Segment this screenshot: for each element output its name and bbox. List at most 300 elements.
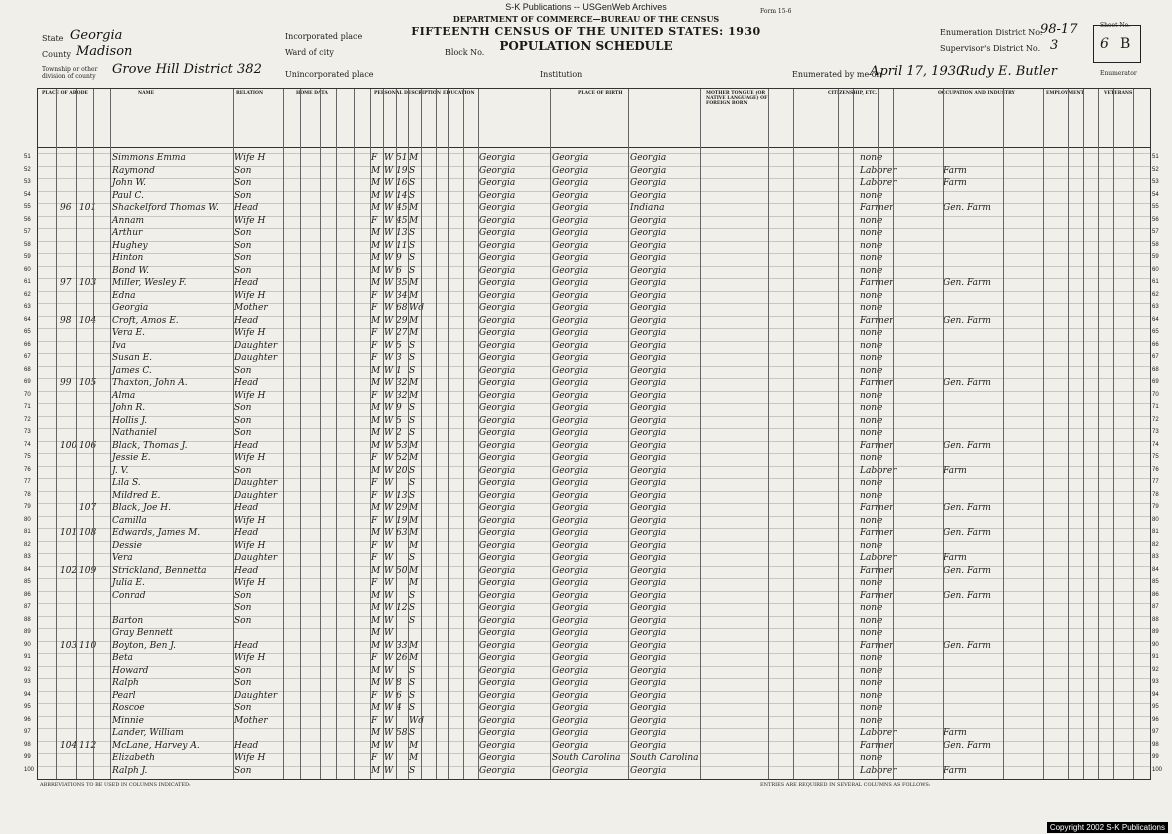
line-number: 93 <box>24 679 31 685</box>
cell-rel: Head <box>234 315 259 326</box>
cell-age: 14 <box>396 190 408 201</box>
cell-rel: Wife H <box>234 540 266 551</box>
table-row <box>24 403 1159 414</box>
column-rule <box>421 89 422 779</box>
table-row <box>24 715 1159 727</box>
cell-father: Georgia <box>552 303 589 313</box>
group-place-of-abode: PLACE OF ABODE <box>42 91 88 96</box>
line-number-right: 94 <box>1152 691 1159 698</box>
line-number-right: 73 <box>1152 429 1159 435</box>
line-number: 64 <box>24 316 31 323</box>
cell-birth: Georgia <box>479 340 516 351</box>
cell-race: W <box>384 553 394 563</box>
enum-dist-label: Enumeration District No. <box>940 28 1043 37</box>
table-row <box>24 215 1159 227</box>
cell-race: W <box>384 490 394 501</box>
table-row <box>24 453 1159 464</box>
line-number-right: 91 <box>1152 654 1159 660</box>
line-number-right: 77 <box>1152 479 1159 485</box>
county-label: County <box>42 50 71 59</box>
cell-mother: Georgia <box>630 678 667 688</box>
cell-name: Simmons Emma <box>112 153 186 163</box>
cell-father: Georgia <box>552 253 589 263</box>
column-rule <box>793 89 794 779</box>
column-rule <box>436 89 437 779</box>
cell-name: Edwards, James M. <box>112 528 201 538</box>
cell-race: W <box>384 528 394 538</box>
cell-father: Georgia <box>552 728 589 738</box>
line-number: 94 <box>24 691 31 698</box>
cell-age: 9 <box>396 253 402 263</box>
cell-mother: Georgia <box>630 490 667 501</box>
cell-birth: Georgia <box>479 203 516 213</box>
cell-occ: Laborer <box>860 728 897 738</box>
line-number-right: 95 <box>1152 704 1159 710</box>
line-number-right: 51 <box>1152 154 1159 160</box>
group-citizenship: CITIZENSHIP, ETC. <box>828 91 878 96</box>
cell-occ: Farmer <box>860 640 894 651</box>
cell-father: Georgia <box>552 178 589 188</box>
table-row <box>24 490 1159 502</box>
institution-label: Institution <box>540 70 583 79</box>
line-number-right: 54 <box>1152 191 1159 198</box>
cell-rel: Daughter <box>234 490 278 501</box>
entries-title: ENTRIES ARE REQUIRED IN SEVERAL COLUMNS AS FOLLOWS: <box>760 782 931 788</box>
cell-father: Georgia <box>552 690 589 701</box>
cell-mother: Georgia <box>630 215 667 226</box>
state-value: Georgia <box>70 28 123 43</box>
cell-birth: Georgia <box>479 178 516 188</box>
cell-sex: F <box>371 290 378 301</box>
cell-age: 63 <box>396 528 408 538</box>
cell-name: Vera E. <box>112 328 145 338</box>
cell-occ: none <box>860 190 883 201</box>
cell-father: Georgia <box>552 590 589 601</box>
line-number: 86 <box>24 591 31 598</box>
table-row <box>24 365 1159 377</box>
cell-name: McLane, Harvey A. <box>112 740 200 751</box>
column-rule <box>320 89 321 779</box>
cell-occ: none <box>860 153 883 163</box>
cell-name: Georgia <box>112 303 149 313</box>
cell-ms: S <box>409 478 416 488</box>
cell-age: 6 <box>396 690 402 701</box>
cell-rel: Son <box>234 465 252 476</box>
cell-rel: Son <box>234 365 252 376</box>
cell-race: W <box>384 165 394 176</box>
cell-occ: none <box>860 540 883 551</box>
line-number-right: 68 <box>1152 366 1159 373</box>
line-number: 65 <box>24 329 31 335</box>
cell-race: W <box>384 215 394 226</box>
cell-father: Georgia <box>552 390 589 401</box>
cell-age: 27 <box>396 328 408 338</box>
cell-birth: Georgia <box>479 478 516 488</box>
cell-dw: 103 <box>60 640 78 651</box>
cell-occ: Farmer <box>860 590 894 601</box>
cell-age: 13 <box>396 228 408 238</box>
cell-name: Howard <box>112 665 149 676</box>
cell-race: W <box>384 765 394 776</box>
line-number-right: 87 <box>1152 604 1159 610</box>
cell-rel: Son <box>234 240 252 251</box>
cell-race: W <box>384 590 394 601</box>
cell-name: Conrad <box>112 590 146 601</box>
cell-occ: none <box>860 515 883 526</box>
cell-father: Georgia <box>552 165 589 176</box>
cell-sex: M <box>371 615 381 626</box>
table-row <box>24 153 1159 164</box>
line-number: 74 <box>24 441 31 448</box>
cell-father: Georgia <box>552 365 589 376</box>
cell-mother: Georgia <box>630 690 667 701</box>
line-number-right: 93 <box>1152 679 1159 685</box>
line-number: 100 <box>24 766 35 773</box>
group-employment: EMPLOYMENT <box>1046 91 1084 96</box>
cell-ms: M <box>409 315 419 326</box>
cell-mother: Georgia <box>630 378 667 388</box>
line-number: 66 <box>24 341 31 348</box>
line-number-right: 82 <box>1152 541 1159 548</box>
column-rule <box>354 89 355 779</box>
cell-sex: F <box>371 653 378 663</box>
line-number-right: 76 <box>1152 466 1159 473</box>
line-number: 59 <box>24 254 31 260</box>
incorporated-label: Incorporated place <box>285 32 363 41</box>
cell-ind: Gen. Farm <box>943 278 991 288</box>
cell-father: Georgia <box>552 503 589 513</box>
cell-ms: M <box>409 203 419 213</box>
cell-rel: Son <box>234 265 252 276</box>
line-number-right: 69 <box>1152 379 1159 385</box>
cell-ms: M <box>409 578 419 588</box>
table-row <box>24 328 1159 339</box>
cell-birth: Georgia <box>479 678 516 688</box>
cell-mother: Georgia <box>630 640 667 651</box>
cell-ms: S <box>409 765 416 776</box>
cell-birth: Georgia <box>479 640 516 651</box>
cell-sex: M <box>371 665 381 676</box>
cell-mother: Georgia <box>630 515 667 526</box>
line-number: 67 <box>24 354 31 360</box>
line-number: 51 <box>24 154 31 160</box>
table-row <box>24 178 1159 189</box>
cell-ms: S <box>409 490 416 501</box>
line-number: 75 <box>24 454 31 460</box>
table-row <box>24 565 1159 577</box>
cell-ms: S <box>409 428 416 438</box>
cell-rel: Daughter <box>234 478 278 488</box>
cell-dw: 102 <box>60 565 78 576</box>
form-number: Form 15-6 <box>760 8 792 15</box>
cell-name: John R. <box>112 403 146 413</box>
cell-rel: Wife H <box>234 153 266 163</box>
line-number-right: 70 <box>1152 391 1159 398</box>
column-rule <box>283 89 284 779</box>
cell-mother: Georgia <box>630 365 667 376</box>
line-number-right: 98 <box>1152 741 1159 748</box>
table-row <box>24 440 1159 452</box>
line-number-right: 56 <box>1152 216 1159 223</box>
block-label: Block No. <box>445 48 485 57</box>
cell-ms: S <box>409 703 416 713</box>
cell-race: W <box>384 253 394 263</box>
cell-name: Hollis J. <box>112 415 148 426</box>
cell-ind: Gen. Farm <box>943 203 991 213</box>
cell-birth: Georgia <box>479 290 516 301</box>
cell-rel: Son <box>234 165 252 176</box>
cell-fam: 108 <box>79 528 97 538</box>
column-rule <box>1133 89 1134 779</box>
cell-birth: Georgia <box>479 165 516 176</box>
cell-name: Lander, William <box>112 728 184 738</box>
cell-birth: Georgia <box>479 253 516 263</box>
cell-rel: Son <box>234 703 252 713</box>
line-number-right: 59 <box>1152 254 1159 260</box>
cell-occ: none <box>860 453 883 463</box>
cell-dw: 98 <box>60 315 72 326</box>
cell-age: 51 <box>396 153 408 163</box>
cell-ind: Farm <box>943 553 967 563</box>
cell-rel: Wife H <box>234 653 266 663</box>
column-rule <box>1083 89 1084 779</box>
cell-occ: none <box>860 690 883 701</box>
cell-rel: Head <box>234 528 259 538</box>
line-number: 97 <box>24 729 31 735</box>
cell-father: Georgia <box>552 603 589 613</box>
cell-sex: F <box>371 690 378 701</box>
cell-occ: none <box>860 340 883 351</box>
line-number: 58 <box>24 241 31 248</box>
cell-occ: none <box>860 653 883 663</box>
cell-birth: Georgia <box>479 303 516 313</box>
cell-ms: M <box>409 540 419 551</box>
cell-name: Elizabeth <box>112 753 155 763</box>
group-personal-description: PERSONAL DESCRIPTION <box>374 91 441 96</box>
cell-sex: F <box>371 490 378 501</box>
cell-sex: F <box>371 515 378 526</box>
cell-race: W <box>384 565 394 576</box>
cell-age: 58 <box>396 728 408 738</box>
cell-birth: Georgia <box>479 690 516 701</box>
column-rule <box>76 89 77 779</box>
cell-sex: F <box>371 578 378 588</box>
cell-race: W <box>384 403 394 413</box>
cell-rel: Son <box>234 590 252 601</box>
cell-sex: F <box>371 153 378 163</box>
cell-mother: Georgia <box>630 340 667 351</box>
cell-father: Georgia <box>552 265 589 276</box>
table-row <box>24 515 1159 527</box>
line-number-right: 85 <box>1152 579 1159 585</box>
cell-father: Georgia <box>552 490 589 501</box>
cell-ind: Farm <box>943 165 967 176</box>
line-number: 72 <box>24 416 31 423</box>
cell-birth: Georgia <box>479 265 516 276</box>
line-number: 80 <box>24 516 31 523</box>
cell-race: W <box>384 665 394 676</box>
cell-birth: Georgia <box>479 353 516 363</box>
cell-sex: M <box>371 178 381 188</box>
cell-race: W <box>384 515 394 526</box>
cell-name: Raymond <box>112 165 155 176</box>
cell-sex: M <box>371 203 381 213</box>
sup-dist-label: Supervisor's District No. <box>940 44 1041 53</box>
cell-dw: 99 <box>60 378 72 388</box>
cell-name: James C. <box>112 365 152 376</box>
line-number-right: 83 <box>1152 554 1159 560</box>
cell-sex: M <box>371 603 381 613</box>
cell-age: 16 <box>396 178 408 188</box>
sheet-letter: B <box>1120 36 1131 52</box>
column-rule <box>1068 89 1069 779</box>
cell-sex: M <box>371 428 381 438</box>
cell-ms: Wd <box>409 303 425 313</box>
line-number-right: 78 <box>1152 491 1159 498</box>
column-rule <box>1098 89 1099 779</box>
cell-ms: M <box>409 290 419 301</box>
cell-occ: none <box>860 665 883 676</box>
cell-sex: M <box>371 565 381 576</box>
line-number-right: 92 <box>1152 666 1159 673</box>
group-mother-tongue: MOTHER TONGUE (OR NATIVE LANGUAGE) OF FOREIGN BORN <box>706 91 768 106</box>
cell-occ: Farmer <box>860 378 894 388</box>
cell-name: Miller, Wesley F. <box>112 278 187 288</box>
cell-rel: Son <box>234 190 252 201</box>
table-row <box>24 203 1159 214</box>
cell-rel: Head <box>234 203 259 213</box>
cell-rel: Son <box>234 665 252 676</box>
group-home-data: HOME DATA <box>296 91 328 96</box>
cell-dw: 100 <box>60 440 78 451</box>
line-number: 98 <box>24 741 31 748</box>
cell-occ: none <box>860 228 883 238</box>
cell-rel: Head <box>234 640 259 651</box>
cell-race: W <box>384 353 394 363</box>
cell-sex: M <box>371 440 381 451</box>
cell-name: Dessie <box>112 540 142 551</box>
cell-age: 32 <box>396 390 408 401</box>
cell-sex: F <box>371 553 378 563</box>
cell-race: W <box>384 478 394 488</box>
cell-sex: M <box>371 703 381 713</box>
cell-ms: M <box>409 278 419 288</box>
cell-race: W <box>384 653 394 663</box>
cell-occ: none <box>860 240 883 251</box>
line-number: 69 <box>24 379 31 385</box>
cell-age: 45 <box>396 215 408 226</box>
line-number-right: 75 <box>1152 454 1159 460</box>
cell-rel: Son <box>234 253 252 263</box>
publisher-header: S-K Publications -- USGenWeb Archives <box>505 2 667 12</box>
cell-mother: Georgia <box>630 653 667 663</box>
ward-label: Ward of city <box>285 48 334 57</box>
cell-age: 29 <box>396 503 408 513</box>
cell-birth: Georgia <box>479 615 516 626</box>
cell-ind: Gen. Farm <box>943 740 991 751</box>
column-rule <box>700 89 701 779</box>
cell-mother: Georgia <box>630 540 667 551</box>
cell-father: Georgia <box>552 740 589 751</box>
cell-mother: Georgia <box>630 278 667 288</box>
cell-father: Georgia <box>552 440 589 451</box>
cell-father: Georgia <box>552 528 589 538</box>
cell-ms: M <box>409 503 419 513</box>
cell-name: Julia E. <box>112 578 145 588</box>
cell-sex: F <box>371 303 378 313</box>
cell-mother: Georgia <box>630 428 667 438</box>
cell-race: W <box>384 465 394 476</box>
cell-age: 68 <box>396 303 408 313</box>
line-number-right: 97 <box>1152 729 1159 735</box>
cell-race: W <box>384 315 394 326</box>
line-number: 83 <box>24 554 31 560</box>
enumerator-label: Enumerator <box>1100 70 1137 77</box>
line-number: 81 <box>24 529 31 535</box>
cell-mother: Georgia <box>630 590 667 601</box>
table-row <box>24 190 1159 202</box>
cell-father: Georgia <box>552 203 589 213</box>
line-number: 84 <box>24 566 31 573</box>
line-number-right: 62 <box>1152 291 1159 298</box>
cell-dw: 97 <box>60 278 72 288</box>
table-row <box>24 528 1159 539</box>
cell-occ: Farmer <box>860 278 894 288</box>
cell-birth: Georgia <box>479 415 516 426</box>
cell-ind: Gen. Farm <box>943 315 991 326</box>
cell-mother: Georgia <box>630 415 667 426</box>
cell-name: Strickland, Bennetta <box>112 565 207 576</box>
cell-name: Black, Thomas J. <box>112 440 188 451</box>
cell-age: 52 <box>396 453 408 463</box>
cell-mother: Georgia <box>630 665 667 676</box>
group-occupation: OCCUPATION AND INDUSTRY <box>938 91 1015 96</box>
table-row <box>24 578 1159 589</box>
cell-fam: 109 <box>79 565 97 576</box>
cell-ms: S <box>409 403 416 413</box>
township-label: Township or other division of county <box>42 66 98 80</box>
cell-father: Georgia <box>552 240 589 251</box>
cell-mother: Georgia <box>630 153 667 163</box>
cell-rel: Wife H <box>234 290 266 301</box>
cell-race: W <box>384 503 394 513</box>
cell-father: Georgia <box>552 615 589 626</box>
cell-ind: Farm <box>943 765 967 776</box>
line-number: 85 <box>24 579 31 585</box>
cell-name: Shackelford Thomas W. <box>112 203 219 213</box>
cell-birth: Georgia <box>479 440 516 451</box>
cell-birth: Georgia <box>479 740 516 751</box>
cell-ind: Farm <box>943 178 967 188</box>
line-number-right: 100 <box>1152 766 1163 773</box>
population-table <box>24 88 1163 780</box>
cell-race: W <box>384 278 394 288</box>
cell-occ: Laborer <box>860 553 897 563</box>
cell-ms: M <box>409 528 419 538</box>
cell-ms: M <box>409 328 419 338</box>
cell-birth: Georgia <box>479 515 516 526</box>
line-number: 68 <box>24 366 31 373</box>
cell-race: W <box>384 440 394 451</box>
line-number: 60 <box>24 266 31 273</box>
cell-rel: Son <box>234 428 252 438</box>
cell-occ: none <box>860 403 883 413</box>
cell-age: 32 <box>396 378 408 388</box>
cell-occ: none <box>860 615 883 626</box>
cell-sex: M <box>371 590 381 601</box>
cell-dw: 104 <box>60 740 78 751</box>
cell-rel: Daughter <box>234 690 278 701</box>
